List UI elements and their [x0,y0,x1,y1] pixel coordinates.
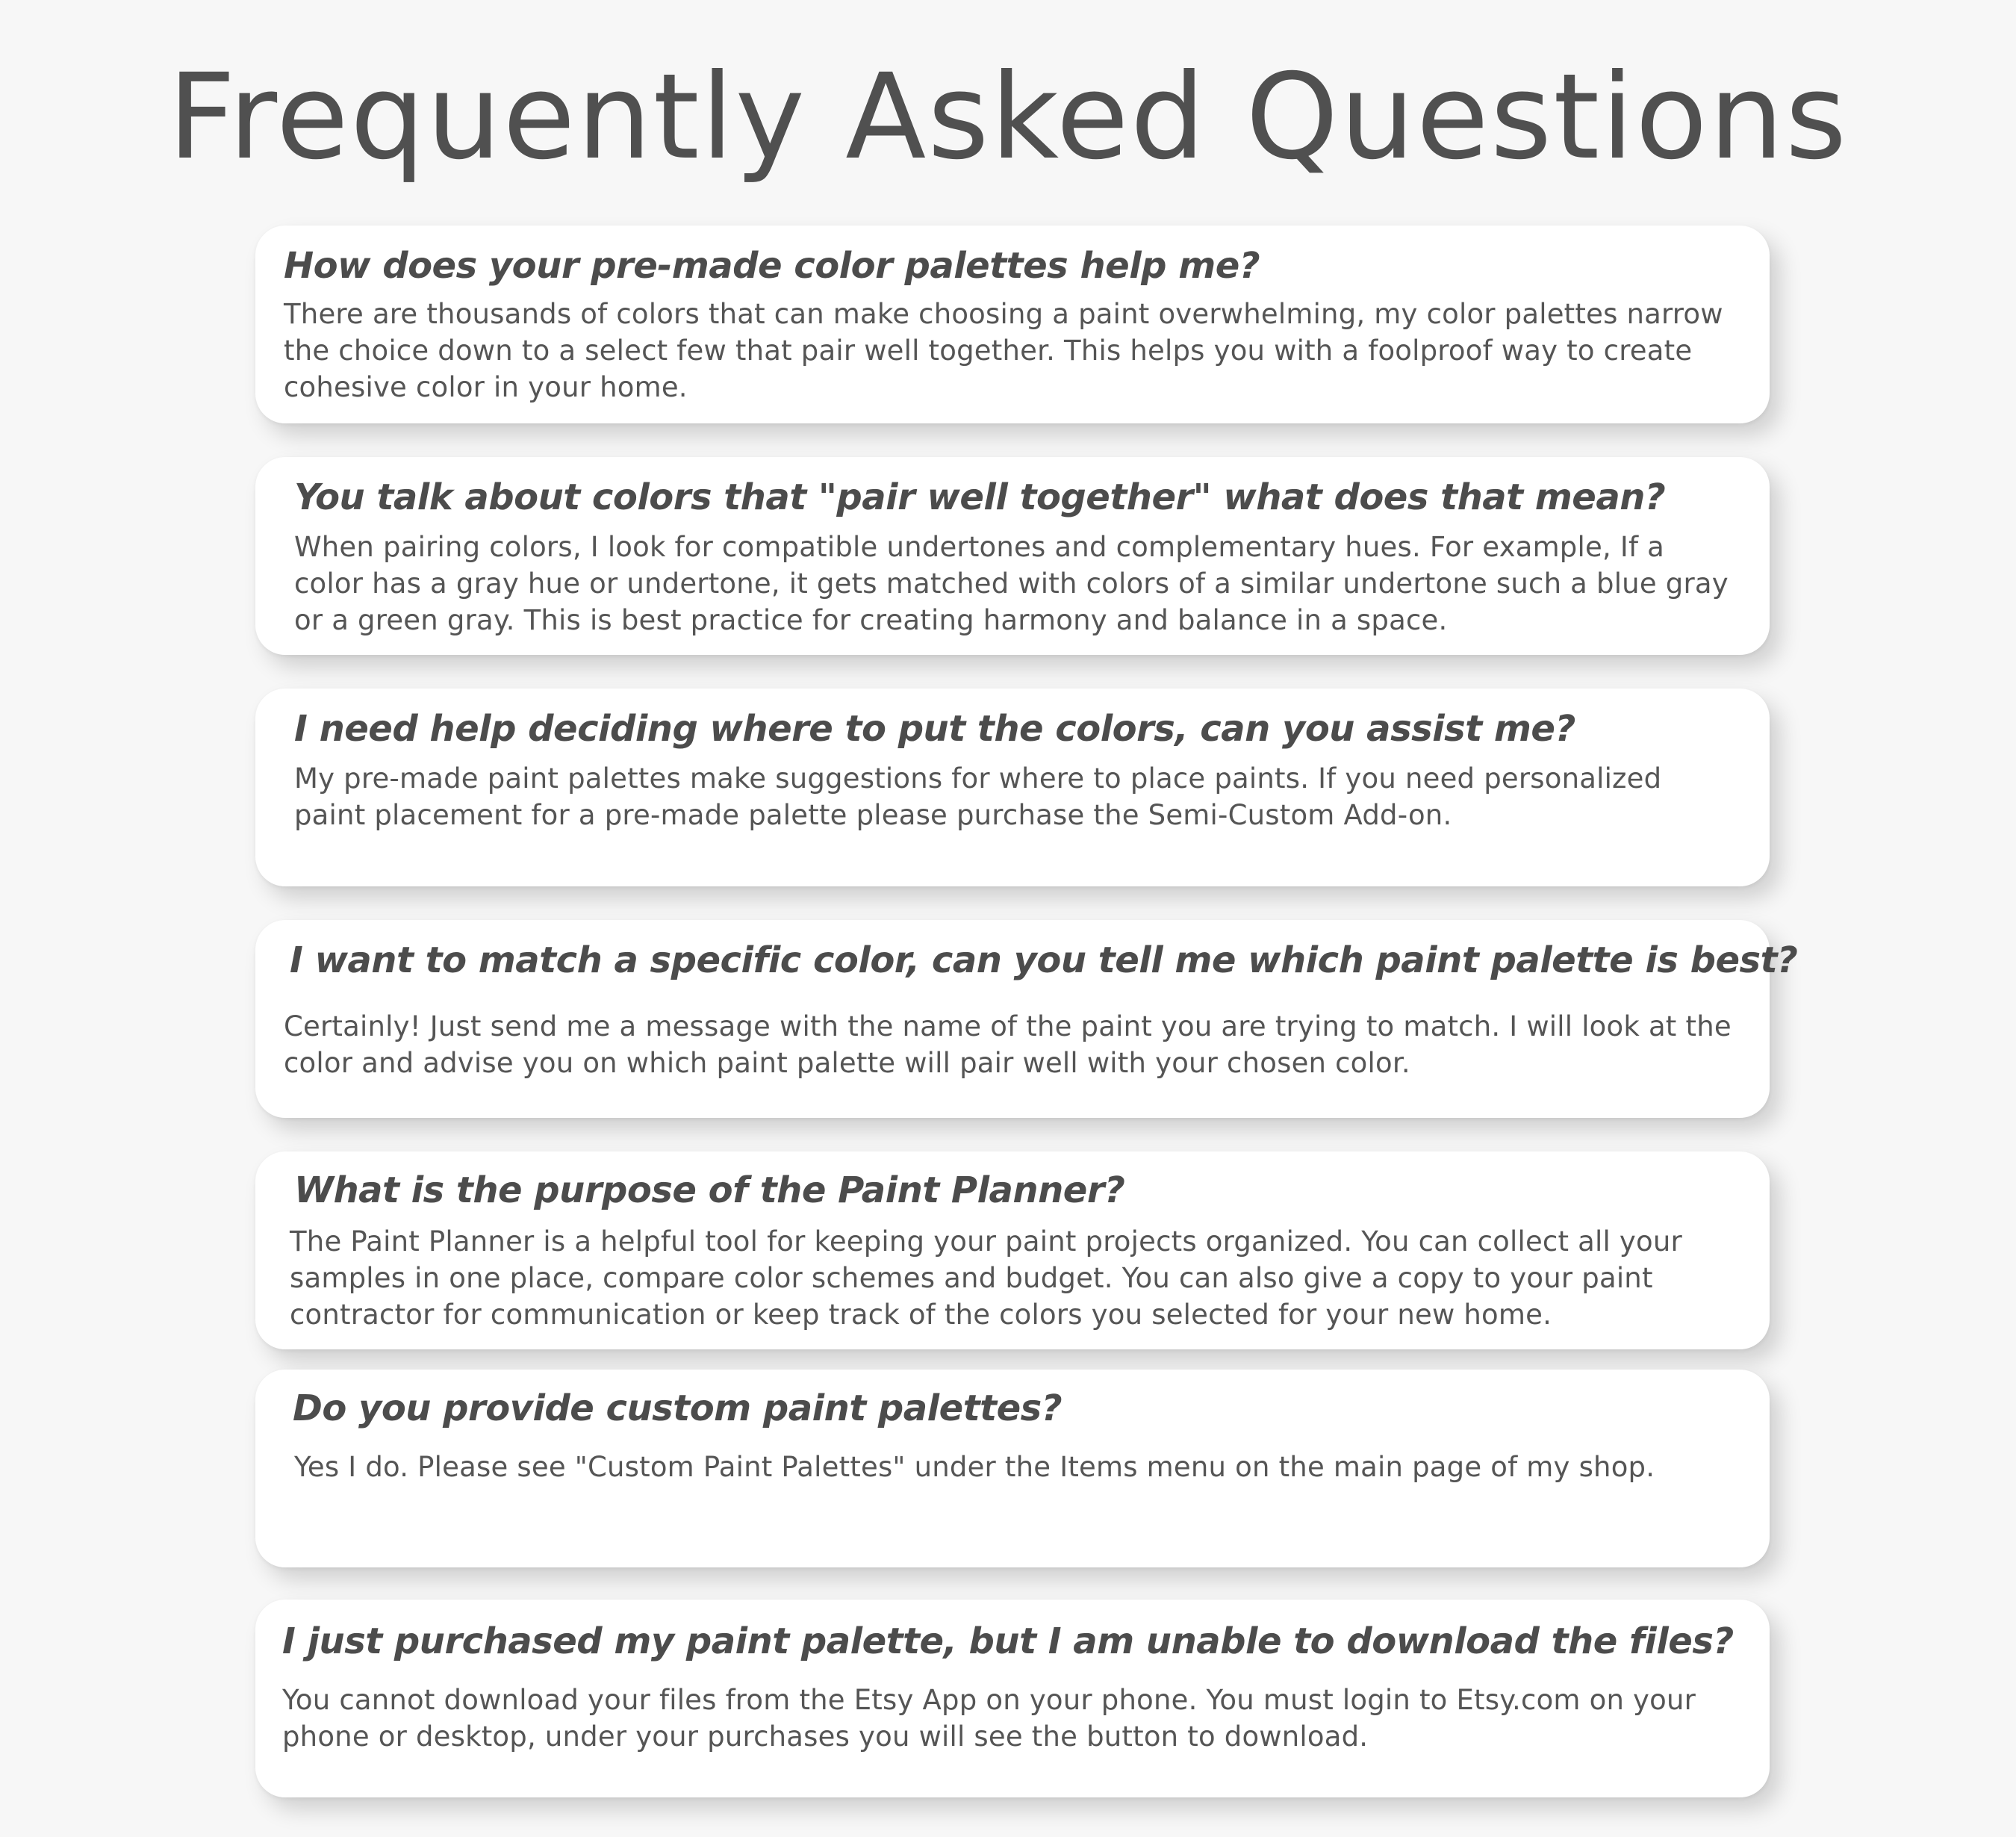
faq-question: I want to match a specific color, can you tell me which paint palette is best? [290,939,1798,981]
faq-answer: The Paint Planner is a helpful tool for keeping your paint projects organized. You can collect all your samples in one place, compare color schemes and budget. You can also give a copy to your paint contractor for communication or keep track of the colors you selected for your new home. [290,1225,1682,1331]
faq-question: I need help deciding where to put the colors, can you assist me? [294,708,1575,750]
faq-question: What is the purpose of the Paint Planner? [294,1169,1125,1211]
faq-answer: My pre-made paint palettes make suggestions for where to place paints. If you need personalized paint placement for a pre-made palette please purchase the Semi-Custom Add-on. [294,762,1662,831]
faq-card [255,689,1770,886]
faq-answer: When pairing colors, I look for compatible undertones and complementary hues. For example, If a color has a gray hue or undertone, it gets matched with colors of a similar undertone such a blue gray or a green gray. This is best practice for creating harmony and balance in a space. [294,531,1729,636]
faq-card [255,1151,1770,1349]
faq-answer: You cannot download your files from the Etsy App on your phone. You must login to Etsy.com on your phone or desktop, under your purchases you will see the button to download. [282,1684,1696,1753]
page-title: Frequently Asked Questions [167,49,1849,186]
faq-card [255,920,1798,1118]
faq-question: You talk about colors that "pair well together" what does that mean? [294,476,1666,518]
faq-question: Do you provide custom paint palettes? [293,1387,1063,1429]
faq-answer: There are thousands of colors that can make choosing a paint overwhelming, my color palettes narrow the choice down to a select few that pair well together. This helps you with a foolproof way to create cohesive color in your home. [284,298,1723,403]
faq-question: How does your pre-made color palettes help me? [284,245,1260,287]
faq-answer: Certainly! Just send me a message with the name of the paint you are trying to match. I will look at the color and advise you on which paint palette will pair well with your chosen color. [284,1010,1732,1079]
faq-card [255,226,1770,423]
faq-card [255,457,1770,655]
faq-card [255,1600,1770,1797]
faq-answer: Yes I do. Please see "Custom Paint Palettes" under the Items menu on the main page of my shop. [294,1451,1655,1483]
faq-card [255,1370,1770,1567]
faq-question: I just purchased my paint palette, but I am unable to download the files? [282,1620,1734,1662]
